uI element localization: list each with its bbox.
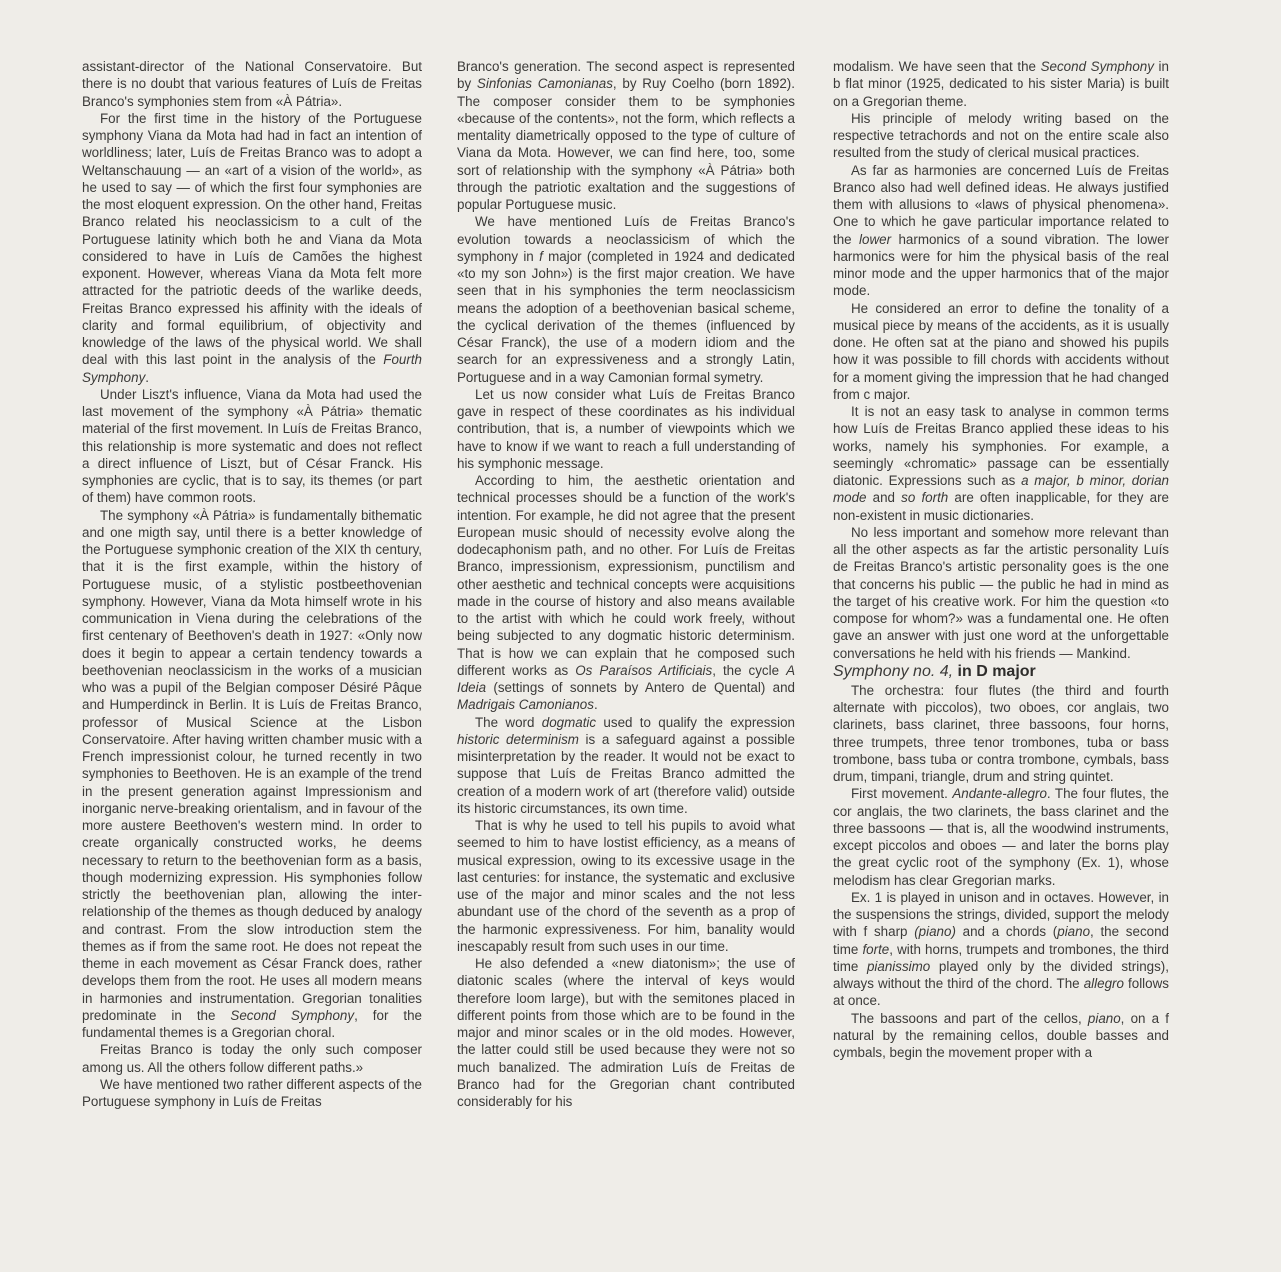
paragraph: No less important and somehow more relevant than all the other aspects as far the artistic personality Luís de Freitas Branco's artistic personality goes is the one that concerns his public — the public he had in mind as the target of his creative work. For him the question «to compose for whom?» was a fundamental one. He often gave an answer with just one word at the unforgettable conversations he held with his friends — Mankind.: [833, 524, 1169, 661]
paragraph: Freitas Branco is today the only such composer among us. All the others follow different paths.»: [82, 1042, 422, 1075]
paragraph: Let us now consider what Luís de Freitas Branco gave in respect of these coordinates as his individual contribution, that is, a number of viewpoints which we have to know if we want to reach a full understanding of his symphonic message.: [457, 386, 795, 471]
paragraph: We have mentioned two rather different aspects of the Portuguese symphony in Luís de Freitas: [82, 1076, 422, 1109]
paragraph: Under Liszt's influence, Viana da Mota had used the last movement of the symphony «À Pátria» thematic material of the first movement. In Luís de Freitas Branco, this relationship is more systematic and does not reflect a direct influence of Liszt, but of César Franck. His symphonies are cyclic, that is to say, its themes (or part of them) have common roots.: [82, 386, 422, 506]
paragraph: modalism. We have seen that the Second Symphony in b flat minor (1925, dedicated to his sister Maria) is built on a Gregorian theme.: [833, 59, 1169, 109]
paragraph: The word dogmatic used to qualify the expression historic determinism is a safeguard against a possible misinterpretation by the reader. It would not be exact to suppose that Luís de Freitas Branco admitted the creation of a modern work of art (therefore valid) outside its historic circumstances, its own time.: [457, 714, 795, 816]
paragraph: That is why he used to tell his pupils to avoid what seemed to him to have lostist efficiency, as a means of musical expression, owing to its excessive usage in the last centuries: for instance, the systematic and exclusive use of the major and minor scales and the not less abundant use of the chord of the seventh as a prop of the harmonic expressiveness. For him, banality would inescapably result from such uses in our time.: [457, 818, 795, 954]
paragraph: According to him, the aesthetic orientation and technical processes should be a function of the work's intention. For example, he did not agree that the present European music should of necessity evolve along the dodecaphonism path, and no other. For Luís de Freitas Branco, impressionism, expressionism, punctilism and other aesthetic and technical concepts were acquisitions made in the course of history and also means available to the artist with which he could work freely, without being subjected to any dogmatic historic determinism. That is how we can explain that he composed such different works as Os Paraísos Artificiais, the cycle A Ideia (settings of sonnets by Antero de Quental) and Madrigais Camonianos.: [457, 473, 795, 713]
paragraph: assistant-director of the National Conservatoire. But there is no doubt that various features of Luís de Freitas Branco's symphonies stem from «À Pátria».: [82, 59, 422, 109]
paragraph: First movement. Andante-allegro. The four flutes, the cor anglais, the two clarinets, the bass clarinet and the three bassoons — that is, all the woodwind instruments, except piccolos and oboes — and later the borns play the great cyclic root of the symphony (Ex. 1), whose melodism has clear Gregorian marks.: [833, 786, 1169, 888]
text-column-3: [833, 58, 1169, 1061]
paragraph: His principle of melody writing based on the respective tetrachords and not on the entire scale also resulted from the study of clerical musical practices.: [833, 110, 1169, 161]
paragraph: For the first time in the history of the Portuguese symphony Viana da Mota had had in fact an intention of worldliness; later, Luís de Freitas Branco was to adopt a Weltanschauung — an «art of a vision of the world», as he used to say — of which the first four symphonies are the most eloquent expression. On the other hand, Freitas Branco related his neoclassicism to a cult of the Portuguese latinity which both he and Viana da Mota considered to have in Luís de Camões the highest exponent. However, whereas Viana da Mota felt more attracted for the patriotic deeds of the warlike deeds, Freitas Branco expressed his affinity with the ideals of clarity and formal equilibrium, of objectivity and knowledge of the laws of the physical world. We shall deal with this last point in the analysis of the Fourth Symphony.: [82, 110, 422, 385]
paragraph: Ex. 1 is played in unison and in octaves. However, in the suspensions the strings, divided, support the melody with f sharp (piano) and a chords (piano, the second time forte, with horns, trumpets and trombones, the third time pianissimo played only by the divided strings), always without the third of the chord. The allegro follows at once.: [833, 889, 1169, 1009]
paragraph: Branco's generation. The second aspect is represented by Sinfonias Camonianas, by Ruy Coelho (born 1892). The composer consider them to be symphonies «because of the contents», not the form, which reflects a mentality diametrically opposed to the type of culture of Viana da Mota. However, we can find here, too, some sort of relationship with the symphony «À Pátria» both through the patriotic exaltation and the suggestions of popular Portuguese music.: [457, 59, 795, 212]
paragraph: He considered an error to define the tonality of a musical piece by means of the accidents, as it is usually done. He often sat at the piano and showed his pupils how it was possible to fill chords with accidents without for a moment giving the impression that he had changed from c major.: [833, 300, 1169, 402]
paragraph: It is not an easy task to analyse in common terms how Luís de Freitas Branco applied these ideas to his works, namely his symphonies. For example, a seemingly «chromatic» passage can be essentially diatonic. Expressions such as a major, b minor, dorian mode and so forth are often inapplicable, for they are non-existent in music dictionaries.: [833, 404, 1169, 523]
paragraph: The orchestra: four flutes (the third and fourth alternate with piccolos), two oboes, cor anglais, two clarinets, bass clarinet, three bassoons, four horns, three trumpets, three tenor trombones, tuba or bass trombone, bass tuba or contra trombone, cymbals, bass drum, timpani, triangle, drum and string quintet.: [833, 682, 1169, 784]
text-column-2: [457, 58, 795, 1110]
paragraph: He also defended a «new diatonism»; the use of diatonic scales (where the interval of keys would therefore loom large), but with the semitones placed in different points from those which are to be found in the major and minor scales or in the old modes. However, the latter could still be used because they were not so much banalized. The admiration Luís de Freitas de Branco had for the Gregorian chant contributed considerably for his: [457, 956, 795, 1109]
paragraph: We have mentioned Luís de Freitas Branco's evolution towards a neoclassicism of which the symphony in f major (completed in 1924 and dedicated «to my son John») is the first major creation. We have seen that in his symphonies the term neoclassicism means the adoption of a beethovenian basical scheme, the cyclical derivation of the themes (influenced by César Franck), the use of a modern idiom and the search for an expressiveness and a strongly Latin, Portuguese and in a way Camonian formal symetry.: [457, 214, 795, 385]
paragraph: The symphony «À Pátria» is fundamentally bithematic and one migth say, until there is a better knowledge of the Portuguese symphonic creation of the XIX th century, that it is the first example, within the history of Portuguese music, of a stylistic postbeethovenian symphony. However, Viana da Mota himself wrote in his communication in Viena during the celebrations of the first centenary of Beethoven's death in 1927: «Only now does it begin to appear a certain tendency towards a beethovenian neoclassicism in the works of a musician who was a pupil of the Belgian composer Désiré Pâque and Humperdinck in Berlin. It is Luís de Freitas Branco, professor of Musical Science at the Lisbon Conservatoire. After having written chamber music with a French impressionist colour, he turned recently in two symphonies to Beethoven. He is an example of the trend in the present generation against Impressionism and inorganic nerve-breaking orientalism, and in favour of the more austere Beethoven's western mind. In order to create organically constructed works, he deems necessary to return to the beethovenian form as a basis, though modernizing expression. His symphonies follow strictly the beethovenian plan, allowing the inter-relationship of the themes as though deduced by analogy and contrast. From the slow introduction stem the themes as if from the same root. He does not repeat the theme in each movement as César Franck does, rather develops them from the root. He uses all modern means in harmonies and instrumentation. Gregorian tonalities predominate in the Second Symphony, for the fundamental themes is a Gregorian choral.: [82, 507, 423, 1040]
paragraph: As far as harmonies are concerned Luís de Freitas Branco also had well defined ideas. He always justified them with allusions to «laws of physical phenomena». One to which he gave particular importance related to the lower harmonics of a sound vibration. The lower harmonics were for him the physical basis of the real minor mode and the upper harmonics that of the major mode.: [833, 162, 1169, 299]
paragraph: The bassoons and part of the cellos, piano, on a f natural by the remaining cellos, double basses and cymbals, begin the movement proper with a: [833, 1010, 1170, 1060]
text-column-1: [82, 58, 422, 1110]
section-heading: Symphony no. 4, in D major: [833, 662, 1036, 680]
